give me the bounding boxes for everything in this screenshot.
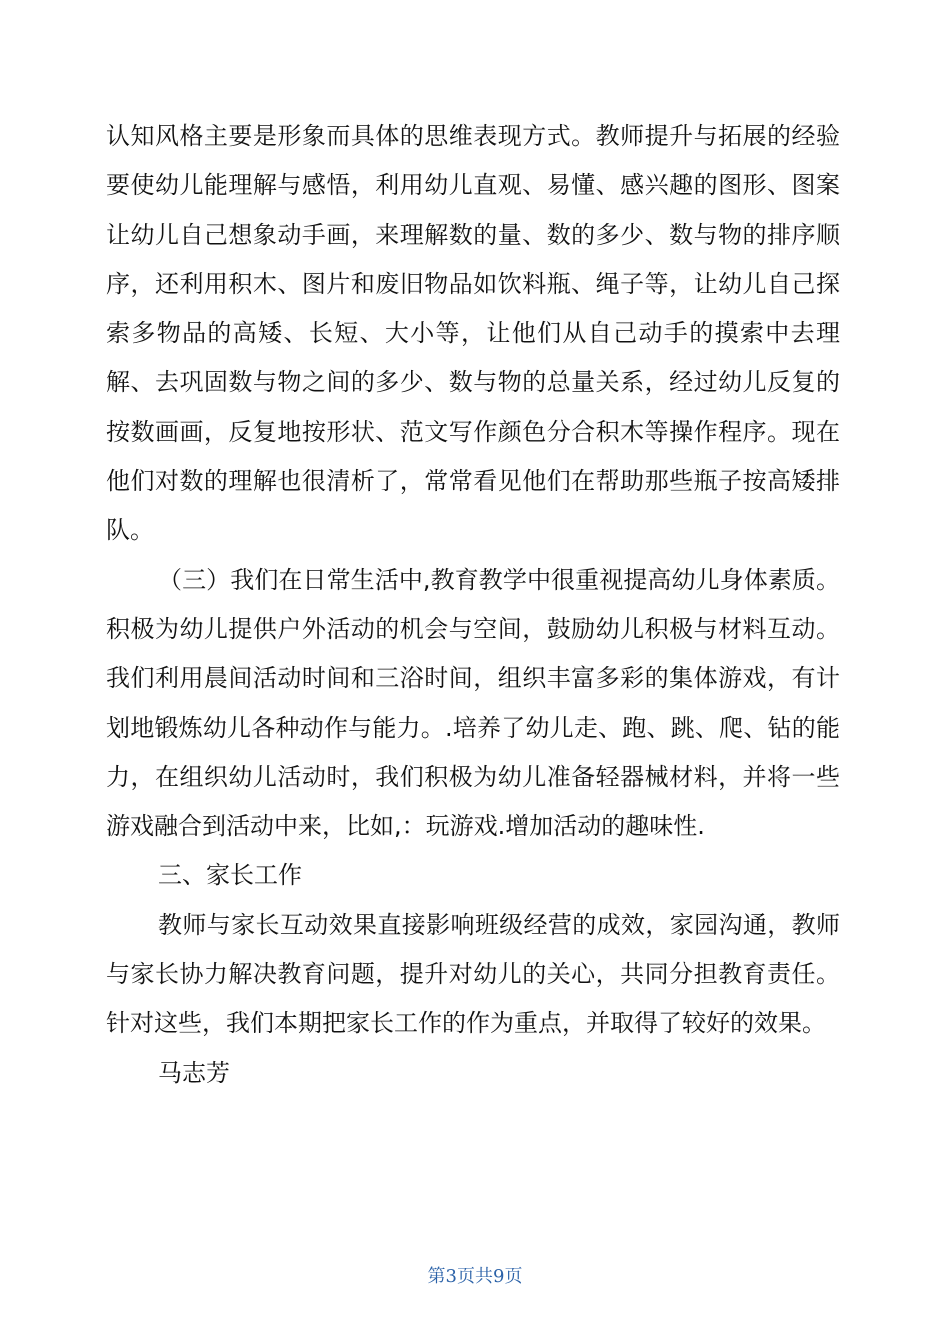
section-heading-parent-work: 三、家长工作 xyxy=(158,861,302,890)
paragraph-physical-quality: （三）我们在日常生活中,教育教学中很重视提高幼儿身体素质。积极为幼儿提供户外活动的机会与空间，鼓励幼儿积极与材料互动。我们利用晨间活动时间和三浴时间，组织丰富多彩的集体游戏，有计划地锻炼幼儿各种动作与能力。.培养了幼儿走、跑、跳、爬、钻的能力，在组织幼儿活动时，我们积极为幼儿准备轻器械材料，并将一些游戏融合到活动中来，比如,：玩游戏.增加活动的趣味性. xyxy=(106,565,840,841)
author-name: 马志芳 xyxy=(158,1058,230,1087)
paragraph-cognitive-style: 认知风格主要是形象而具体的思维表现方式。教师提升与拓展的经验要使幼儿能理解与感悟，利用幼儿直观、易懂、感兴趣的图形、图案让幼儿自己想象动手画，来理解数的量、数的多少、数与物的排序顺序，还利用积木、图片和废旧物品如饮料瓶、绳子等，让幼儿自己探索多物品的高矮、长短、大小等，让他们从自己动手的摸索中去理解、去巩固数与物之间的多少、数与物的总量关系，经过幼儿反复的按数画画，反复地按形状、范文写作颜色分合积木等操作程序。现在他们对数的理解也很清析了，常常看见他们在帮助那些瓶子按高矮排队。 xyxy=(106,122,840,545)
document-body xyxy=(106,112,840,1098)
paragraph-parent-work: 教师与家长互动效果直接影响班级经营的成效，家园沟通，教师与家长协力解决教育问题，提升对幼儿的关心，共同分担教育责任。针对这些，我们本期把家长工作的作为重点，并取得了较好的效果。 xyxy=(106,910,840,1038)
page-number-footer: 第3页共9页 xyxy=(427,1266,523,1287)
